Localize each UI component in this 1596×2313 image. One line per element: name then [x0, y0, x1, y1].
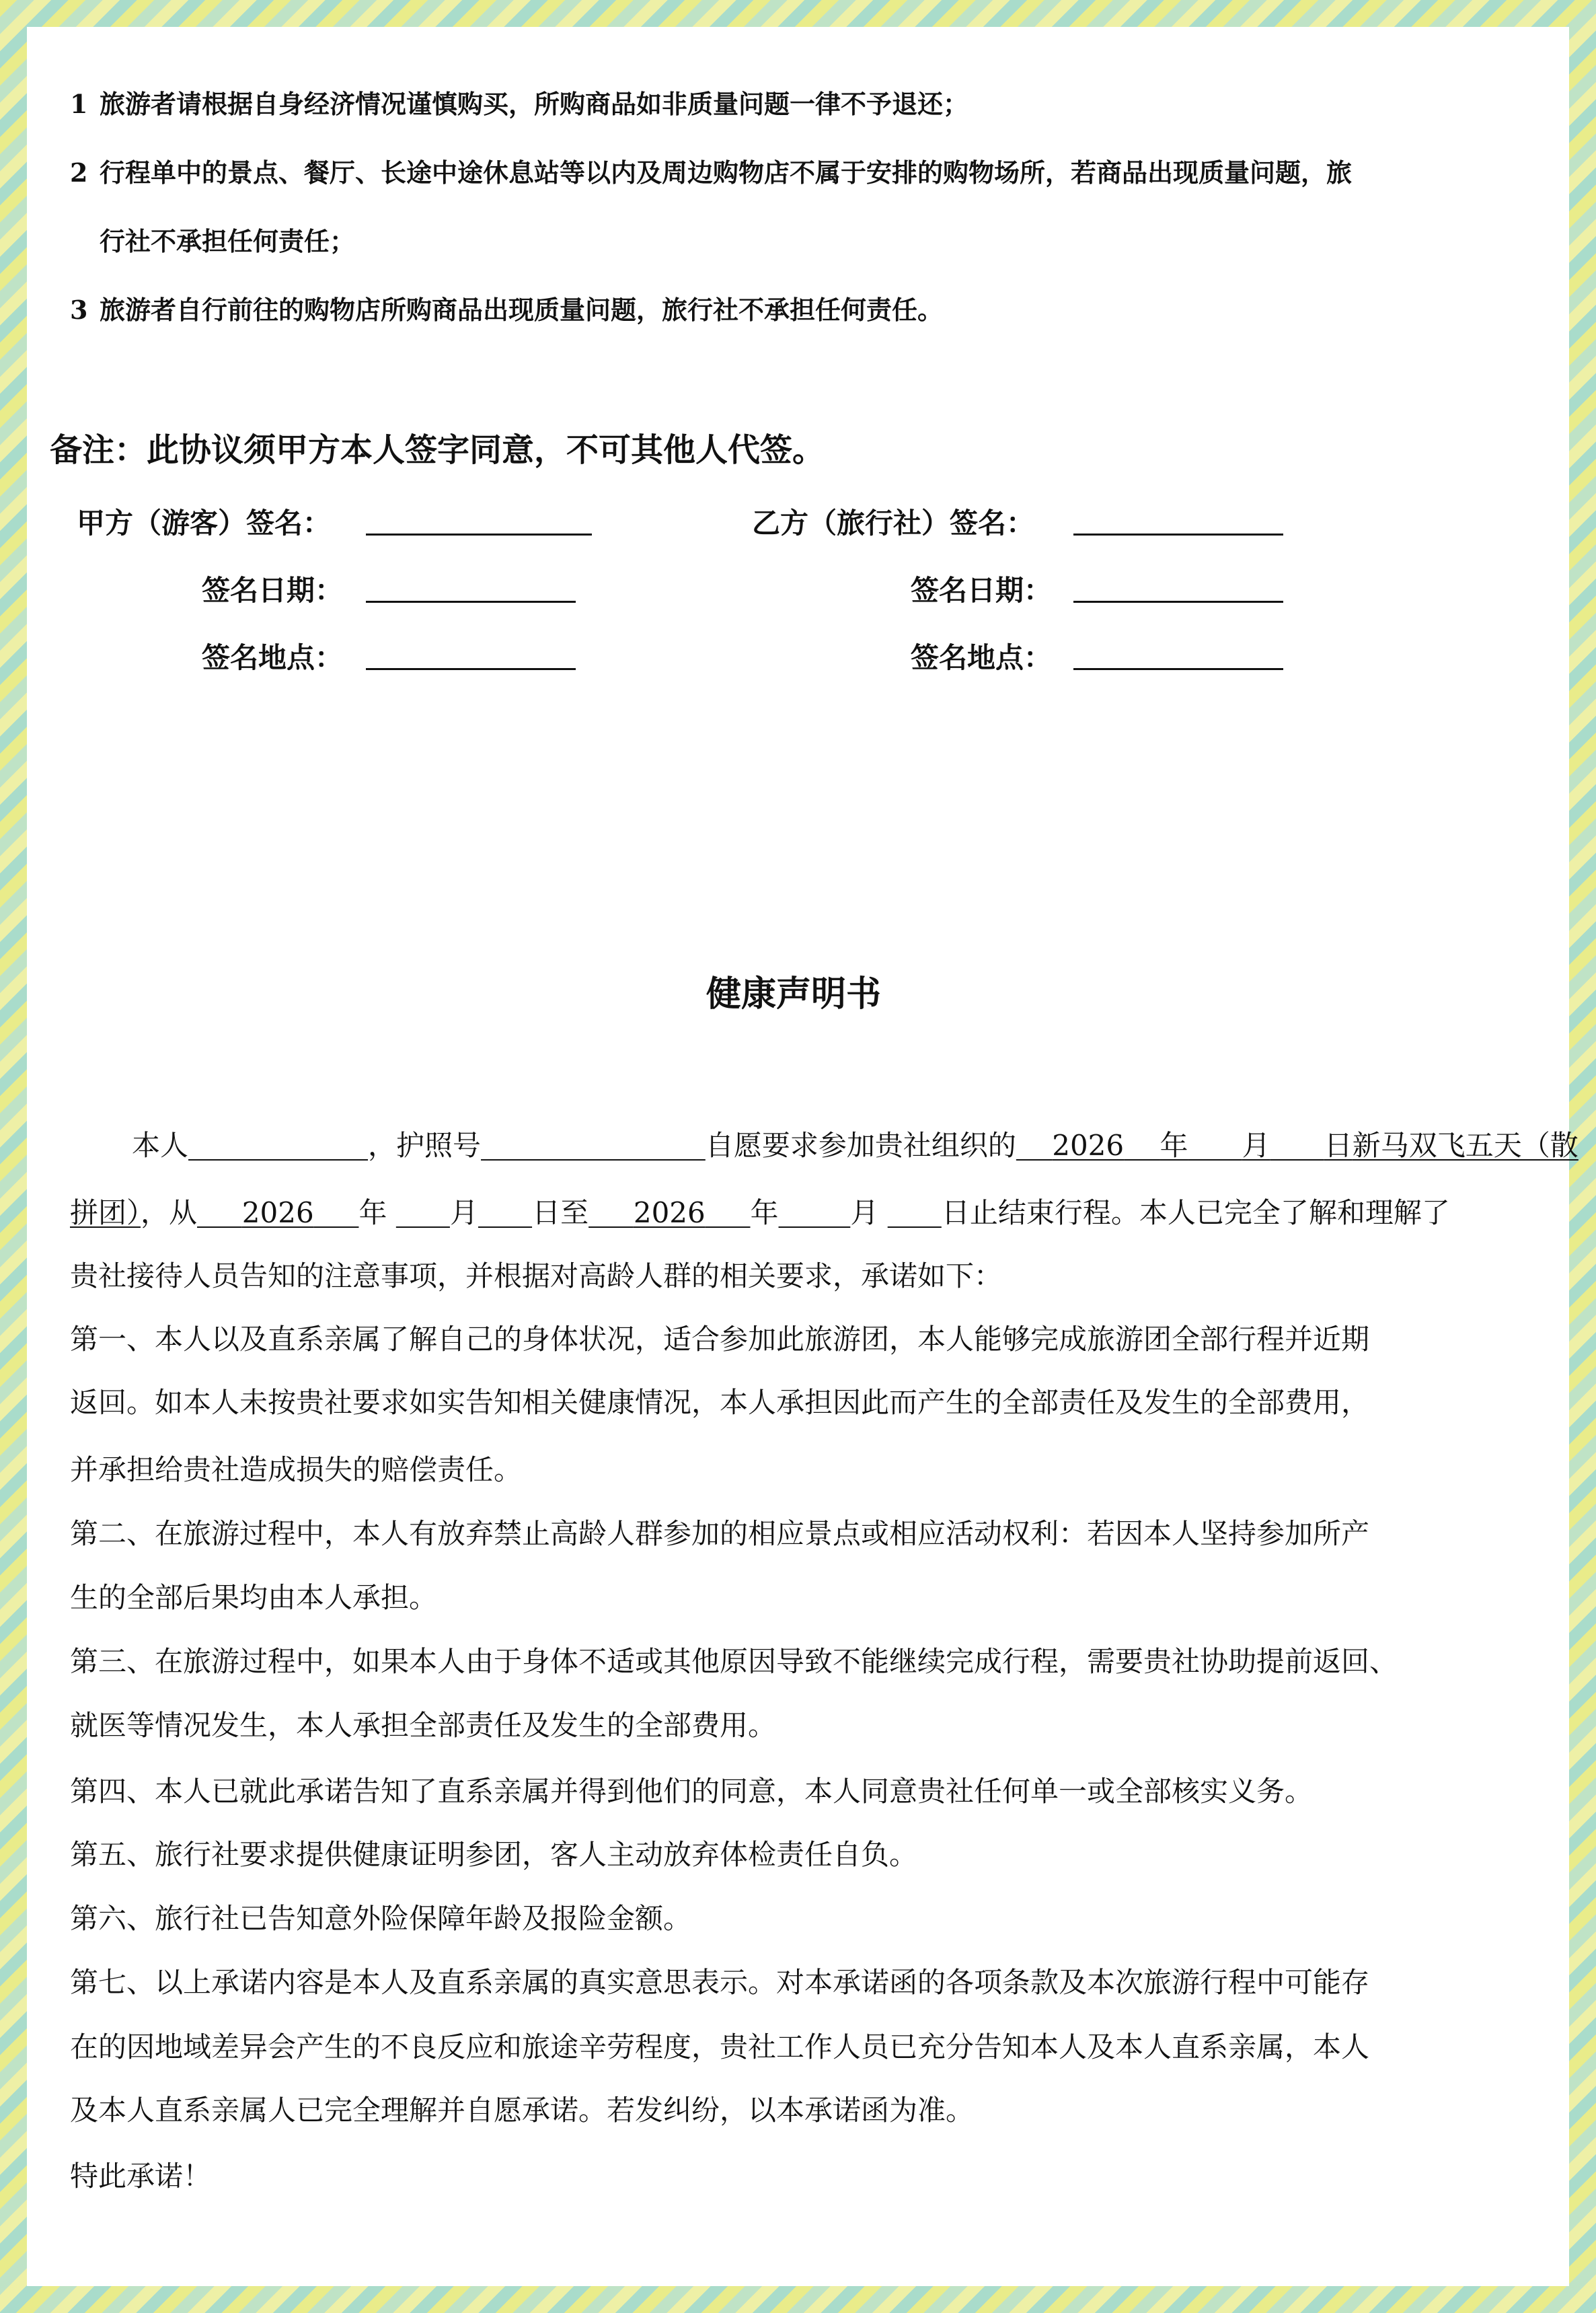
start-month-blank[interactable]	[396, 1196, 450, 1229]
intro-line-2	[70, 1196, 1450, 1230]
passport-blank[interactable]	[481, 1129, 706, 1162]
party-b-date-label: 签名日期：	[911, 574, 1053, 607]
start-year-blank[interactable]	[197, 1196, 358, 1229]
end-year: 2026	[633, 1196, 706, 1229]
commitment-line: 生的全部后果均由本人承担。	[70, 1581, 438, 1614]
party-a-place-label: 签名地点：	[202, 641, 344, 674]
commitment-line: 就医等情况发生，本人承担全部责任及发生的全部费用。	[70, 1709, 777, 1742]
year-unit: 年	[358, 1196, 387, 1229]
intro-text: 自愿要求参加贵社组织的	[705, 1129, 1016, 1162]
commitment-line: 第三、在旅游过程中，如果本人由于身体不适或其他原因导致不能继续完成行程，需要贵社协助提前返回、	[70, 1645, 1398, 1678]
commitment-line: 在的因地域差异会产生的不良反应和旅途辛劳程度，贵社工作人员已充分告知本人及本人直系亲属，本人	[70, 2030, 1370, 2063]
notice-number: 1	[70, 89, 88, 119]
year-unit: 年	[1160, 1129, 1188, 1162]
party-b-signature-line[interactable]	[1073, 534, 1283, 536]
tour-name-continued: 拼团）	[70, 1196, 141, 1229]
notice-number: 2	[70, 157, 88, 188]
commitment-line: 返回。如本人未按贵社要求如实告知相关健康情况，本人承担因此而产生的全部责任及发生的全部费用，	[70, 1386, 1370, 1419]
end-year-blank[interactable]	[588, 1196, 750, 1229]
name-blank[interactable]	[188, 1129, 368, 1162]
notice-text: 旅游者自行前往的购物店所购商品出现质量问题，旅行社不承担任何责任。	[100, 295, 944, 325]
party-a-place-line[interactable]	[366, 668, 576, 670]
health-declaration-title: 健康声明书	[706, 974, 882, 1015]
start-year: 2026	[241, 1196, 314, 1229]
intro-text: 本人	[132, 1129, 189, 1162]
start-day-blank[interactable]	[478, 1196, 532, 1229]
month-unit: 月	[850, 1196, 879, 1229]
commitment-line: 第七、以上承诺内容是本人及直系亲属的真实意思表示。对本承诺函的各项条款及本次旅游行程中可能存	[70, 1966, 1370, 1999]
notice-2-continued: 行社不承担任何责任；	[100, 226, 356, 256]
commitment-line: 第二、在旅游过程中，本人有放弃禁止高龄人群参加的相应景点或相应活动权利：若因本人坚持参加所产	[70, 1517, 1370, 1550]
intro-text: ，从	[141, 1196, 198, 1229]
tour-year: 2026	[1052, 1129, 1125, 1162]
notice-number: 3	[70, 295, 88, 325]
intro-line-3: 贵社接待人员告知的注意事项，并根据对高龄人群的相关要求，承诺如下：	[70, 1259, 1003, 1292]
party-b-place-line[interactable]	[1073, 668, 1283, 670]
remark: 备注：此协议须甲方本人签字同意，不可其他人代签。	[50, 431, 825, 469]
closing-line: 特此承诺！	[70, 2160, 212, 2193]
month-unit: 月	[449, 1196, 478, 1229]
party-b-signature-label: 乙方（旅行社）签名：	[752, 507, 1035, 540]
tour-date-blank	[1016, 1129, 1579, 1162]
end-day-blank[interactable]	[888, 1196, 942, 1229]
intro-line-1	[132, 1129, 1579, 1163]
party-b-date-line[interactable]	[1073, 601, 1283, 603]
intro-text: 日至	[532, 1196, 589, 1229]
party-b-place-label: 签名地点：	[911, 641, 1053, 674]
commitment-line: 并承担给贵社造成损失的赔偿责任。	[70, 1453, 523, 1486]
intro-text: ，护照号	[368, 1129, 482, 1162]
day-unit: 日	[1324, 1129, 1353, 1162]
end-month-blank[interactable]	[779, 1196, 851, 1229]
commitment-line: 第一、本人以及直系亲属了解自己的身体状况，适合参加此旅游团，本人能够完成旅游团全部行程并近期	[70, 1323, 1370, 1356]
intro-text: 日止结束行程。本人已完全了解和理解了	[941, 1196, 1450, 1229]
notice-1	[70, 89, 968, 120]
month-unit: 月	[1242, 1129, 1270, 1162]
party-a-date-line[interactable]	[366, 601, 576, 603]
notice-3	[70, 295, 943, 326]
tour-name: 新马双飞五天（散	[1352, 1129, 1579, 1162]
commitment-line: 第六、旅行社已告知意外险保障年龄及报险金额。	[70, 1902, 692, 1935]
notice-2	[70, 157, 1352, 188]
commitment-line: 第五、旅行社要求提供健康证明参团，客人主动放弃体检责任自负。	[70, 1838, 918, 1871]
party-a-signature-label: 甲方（游客）签名：	[77, 507, 332, 540]
notice-text: 旅游者请根据自身经济情况谨慎购买，所购商品如非质量问题一律不予退还；	[100, 89, 969, 119]
notice-text: 行程单中的景点、餐厅、长途中途休息站等以内及周边购物店不属于安排的购物场所，若商品出现质量问题，旅	[100, 157, 1353, 188]
commitment-line: 及本人直系亲属人已完全理解并自愿承诺。若发纠纷，以本承诺函为准。	[70, 2094, 975, 2127]
year-unit: 年	[750, 1196, 779, 1229]
party-a-signature-line[interactable]	[366, 534, 592, 536]
commitment-line: 第四、本人已就此承诺告知了直系亲属并得到他们的同意，本人同意贵社任何单一或全部核实义务。	[70, 1775, 1314, 1808]
party-a-date-label: 签名日期：	[202, 574, 344, 607]
